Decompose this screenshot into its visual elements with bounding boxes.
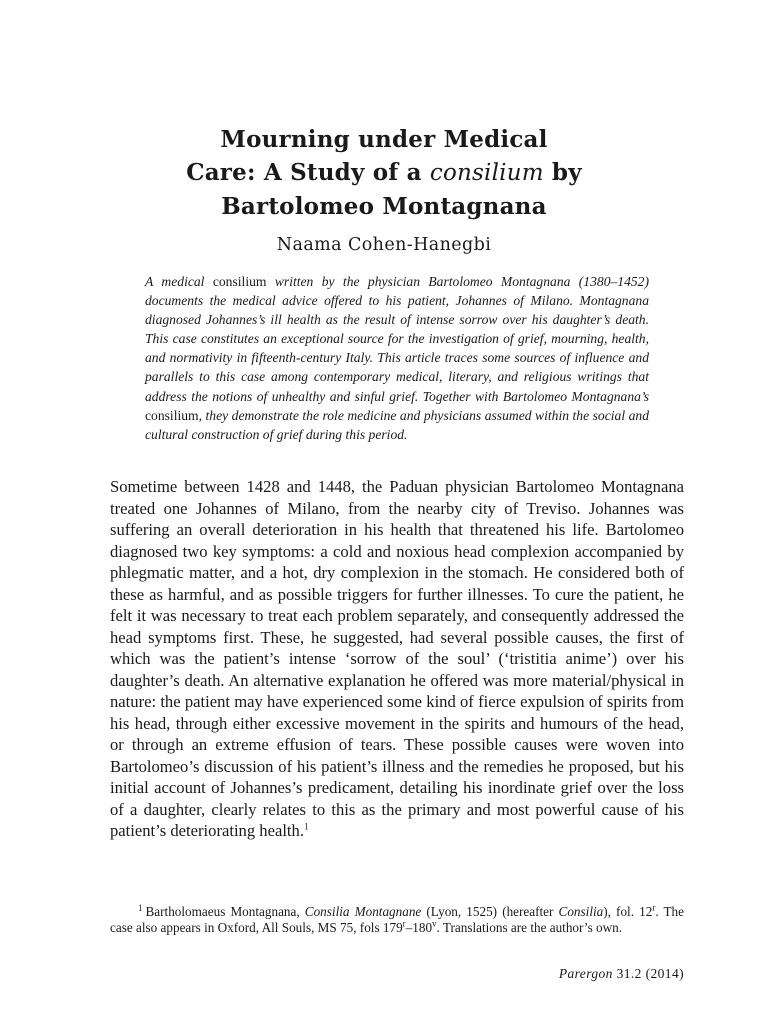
body-text: Sometime between 1428 and 1448, the Paduan physician Bartolomeo Montagnana treated one Johannes of Milano, from the nearby city of Treviso. Johannes was suffering an overall deterioration in his health that threatened his life. Bartolomeo diagnosed two key symptoms: a cold and noxious head complexion accompanied by phlegmatic matter, and a hot, dry complexion in the stomach. He considered both of these as harmful, and as possible triggers for further illnesses. To cure the patient, he felt it was necessary to treat each problem separately, and consequently addressed the head symptoms first. These, he suggested, had several possible causes, the first of which was the patient’s intense ‘sorrow of the soul’ (‘tristitia anime’) over his daughter’s death. An alternative explanation he offered was more material/physical in nature: the patient may have experienced some kind of fierce expulsion of spirits from his head, through either excessive movement in the spirits and humours of the head, or through an extreme effusion of tears. These possible causes were woven into Bartolomeo’s discussion of his patient’s illness and the remedies he proposed, but his initial account of Johannes’s predicament, detailing his inordinate grief over the loss of a daughter, clearly relates to this as the primary and most powerful cause of his patient’s deteriorating health. xyxy=(110,477,684,840)
abstract-part-3: , they demonstrate the role medicine and physicians assumed within the social and cultural construction of grief during this period. xyxy=(145,407,649,442)
abstract-term-2: consilium xyxy=(145,407,199,423)
journal-issue: 31.2 (2014) xyxy=(616,966,684,981)
abstract-part-2: written by the physician Bartolomeo Montagnana (1380–1452) documents the medical advice offered to his patient, Johannes of Milano. Montagnana diagnosed Johannes’s ill health as the result of intense sorrow over his daughter’s death. This case constitutes an exceptional source for the investigation of grief, mourning, health, and normativity in fifteenth-century Italy. This article traces some sources of influence and parallels to this case among contemporary medical, literary, and religious writings that address the notions of unhealthy and sinful grief. Together with Bartolomeo Montagnana’s xyxy=(145,274,650,404)
journal-name: Parergon xyxy=(558,966,613,981)
title-line-3: Bartolomeo Montagnana xyxy=(221,193,547,220)
footnote-part-3: ), fol. 12 xyxy=(603,904,653,919)
abstract-term-1: consilium xyxy=(212,274,267,289)
footnote-italic-1: Consilia Montagnane xyxy=(304,904,422,919)
footnote-mark: 1 xyxy=(138,902,143,913)
footnote xyxy=(110,904,684,937)
footnote-part-5: –180 xyxy=(405,920,433,936)
footnote-sup-3: v xyxy=(432,918,437,929)
title-italic-term: consilium xyxy=(429,160,544,186)
footnote-part-6: . Translations are the author’s own. xyxy=(436,920,623,936)
footnote-sup-2: r xyxy=(402,918,406,929)
footnote-part-4: . The case also appears in Oxford, All Souls, MS 75, fols 179 xyxy=(110,904,684,936)
footnote-sup-1: r xyxy=(652,902,656,913)
article-title xyxy=(110,123,658,223)
title-line-2b: by xyxy=(543,159,582,186)
footnote-part-1: Bartholomaeus Montagnana, xyxy=(145,904,305,919)
abstract-part-1: A medical xyxy=(145,274,213,289)
abstract xyxy=(145,272,649,444)
title-line-1: Mourning under Medical xyxy=(220,126,548,153)
footnote-italic-2: Consilia xyxy=(558,904,604,919)
journal-folio xyxy=(559,965,684,983)
author-name: Naama Cohen-Hanegbi xyxy=(276,235,492,255)
title-line-2a: Care: A Study of a xyxy=(186,159,430,186)
footnote-reference[interactable]: 1 xyxy=(304,821,309,832)
footnote-part-2: (Lyon, 1525) (hereafter xyxy=(421,904,559,919)
body-paragraph xyxy=(110,476,684,842)
